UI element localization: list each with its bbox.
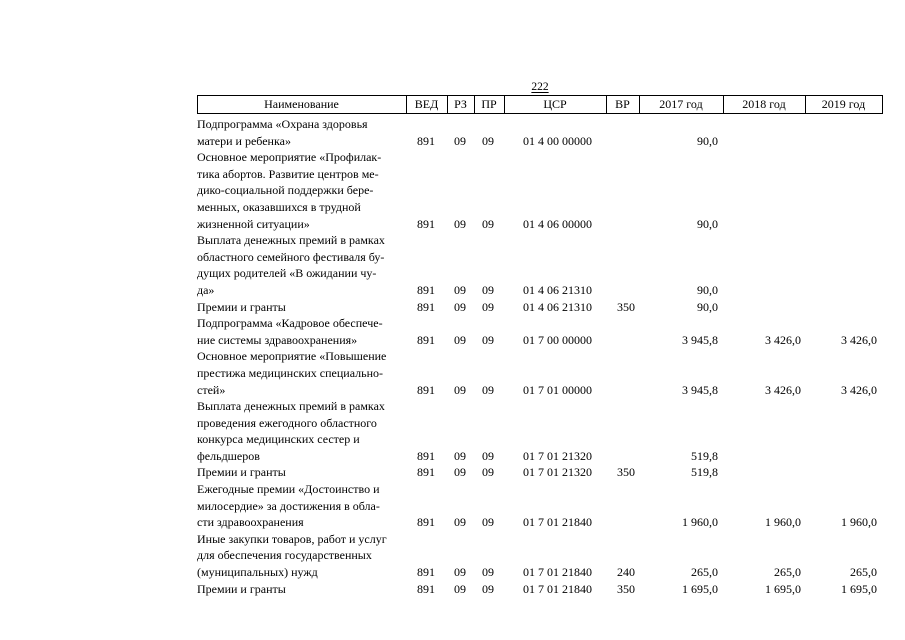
cell-pr: 09 xyxy=(482,216,494,231)
row-name-line: Иные закупки товаров, работ и услуг xyxy=(197,531,387,546)
cell-csr: 01 4 06 21310 xyxy=(523,299,592,314)
cell-csr: 01 7 01 21840 xyxy=(523,565,592,580)
cell-2018: 3 426,0 xyxy=(765,382,801,397)
row-name-line: Выплата денежных премий в рамках xyxy=(197,399,385,414)
cell-vr xyxy=(607,332,645,349)
cell-ved: 891 xyxy=(417,299,435,314)
cell-2017: 90,0 xyxy=(697,216,718,231)
cell-2019: 3 426,0 xyxy=(841,332,877,347)
cell-2018: 1 960,0 xyxy=(765,515,801,530)
cell-csr: 01 4 00 00000 xyxy=(523,133,592,148)
row-name-line: проведения ежегодного областного xyxy=(197,415,377,430)
cell-pr: 09 xyxy=(482,465,494,480)
cell-2018: 265,0 xyxy=(774,565,801,580)
cell-vr: 350 xyxy=(617,299,635,314)
row-name xyxy=(197,581,405,598)
cell-csr: 01 7 00 00000 xyxy=(523,332,592,347)
row-name-line: сти здравоохранения xyxy=(197,515,304,530)
cell-csr: 01 7 01 21320 xyxy=(523,448,592,463)
cell-csr: 01 7 01 00000 xyxy=(523,382,592,397)
cell-2018: 3 426,0 xyxy=(765,332,801,347)
header-vr: ВР xyxy=(615,97,630,111)
table-row xyxy=(197,531,883,581)
cell-rz: 09 xyxy=(454,133,466,148)
cell-2019: 1 960,0 xyxy=(841,515,877,530)
cell-rz: 09 xyxy=(454,448,466,463)
cell-2017: 265,0 xyxy=(691,565,718,580)
cell-ved: 891 xyxy=(417,581,435,596)
cell-vr xyxy=(607,382,645,399)
cell-2017: 1 695,0 xyxy=(682,581,718,596)
cell-rz: 09 xyxy=(454,515,466,530)
cell-csr: 01 4 06 21310 xyxy=(523,282,592,297)
row-name-line: матери и ребенка» xyxy=(197,133,291,148)
cell-ved: 891 xyxy=(417,282,435,297)
row-name xyxy=(197,464,405,481)
table-row xyxy=(197,348,883,398)
row-name xyxy=(197,116,405,149)
row-name xyxy=(197,232,405,298)
row-name-line: Ежегодные премии «Достоинство и xyxy=(197,482,380,497)
table-row xyxy=(197,481,883,531)
cell-vr xyxy=(607,514,645,531)
table-row xyxy=(197,149,883,232)
cell-2017: 90,0 xyxy=(697,133,718,148)
header-2017: 2017 год xyxy=(659,97,703,111)
cell-2019: 1 695,0 xyxy=(841,581,877,596)
cell-2017: 519,8 xyxy=(691,448,718,463)
header-2018: 2018 год xyxy=(742,97,786,111)
cell-pr: 09 xyxy=(482,332,494,347)
header-2019: 2019 год xyxy=(821,97,866,111)
row-name xyxy=(197,299,405,316)
cell-vr: 240 xyxy=(617,565,635,580)
row-name-line: областного семейного фестиваля бу- xyxy=(197,249,385,264)
cell-pr: 09 xyxy=(482,282,494,297)
row-name-line: стей» xyxy=(197,382,226,397)
row-name-line: Выплата денежных премий в рамках xyxy=(197,233,385,248)
row-name-line: жизненной ситуации» xyxy=(197,216,310,231)
row-name-line: да» xyxy=(197,282,215,297)
table-row xyxy=(197,315,883,348)
table-row xyxy=(197,116,883,149)
row-name xyxy=(197,348,405,398)
header-rz: РЗ xyxy=(454,97,467,111)
cell-rz: 09 xyxy=(454,382,466,397)
table-row xyxy=(197,398,883,464)
row-name-line: тика абортов. Развитие центров ме- xyxy=(197,166,379,181)
row-name-line: Премии и гранты xyxy=(197,299,286,314)
cell-ved: 891 xyxy=(417,465,435,480)
cell-vr xyxy=(607,216,645,233)
table-row xyxy=(197,299,883,316)
cell-pr: 09 xyxy=(482,382,494,397)
row-name xyxy=(197,149,405,232)
cell-vr: 350 xyxy=(617,465,635,480)
cell-2017: 3 945,8 xyxy=(682,382,718,397)
cell-2019: 265,0 xyxy=(850,565,877,580)
cell-ved: 891 xyxy=(417,565,435,580)
cell-rz: 09 xyxy=(454,282,466,297)
row-name-line: менных, оказавшихся в трудной xyxy=(197,199,361,214)
cell-rz: 09 xyxy=(454,299,466,314)
cell-2017: 519,8 xyxy=(691,465,718,480)
cell-pr: 09 xyxy=(482,133,494,148)
cell-2017: 90,0 xyxy=(697,299,718,314)
row-name-line: конкурса медицинских сестер и xyxy=(197,432,360,447)
cell-csr: 01 7 01 21840 xyxy=(523,581,592,596)
cell-pr: 09 xyxy=(482,581,494,596)
page-number: 222 xyxy=(531,81,549,93)
row-name xyxy=(197,315,405,348)
row-name-line: для обеспечения государственных xyxy=(197,548,372,563)
cell-vr: 350 xyxy=(617,581,635,596)
table-header xyxy=(197,95,883,114)
table-row xyxy=(197,232,883,298)
cell-ved: 891 xyxy=(417,515,435,530)
cell-vr xyxy=(607,133,645,150)
cell-2019: 3 426,0 xyxy=(841,382,877,397)
cell-rz: 09 xyxy=(454,332,466,347)
row-name-line: дико-социальной поддержки бере- xyxy=(197,183,374,198)
row-name-line: Основное мероприятие «Профилак- xyxy=(197,150,382,165)
row-name-line: Подпрограмма «Охрана здоровья xyxy=(197,117,368,131)
cell-pr: 09 xyxy=(482,448,494,463)
row-name-line: дущих родителей «В ожидании чу- xyxy=(197,266,377,281)
cell-2018: 1 695,0 xyxy=(765,581,801,596)
cell-pr: 09 xyxy=(482,299,494,314)
header-ved: ВЕД xyxy=(414,97,439,111)
row-name-line: Премии и гранты xyxy=(197,465,286,480)
row-name-line: ние системы здравоохранения» xyxy=(197,332,358,347)
row-name-line: фельдшеров xyxy=(197,448,260,463)
cell-ved: 891 xyxy=(417,133,435,148)
header-name: Наименование xyxy=(264,97,339,111)
cell-vr xyxy=(607,282,645,299)
cell-ved: 891 xyxy=(417,382,435,397)
header-pr: ПР xyxy=(481,97,497,111)
cell-ved: 891 xyxy=(417,332,435,347)
cell-2017: 3 945,8 xyxy=(682,332,718,347)
cell-rz: 09 xyxy=(454,565,466,580)
header-divider xyxy=(882,96,883,113)
row-name xyxy=(197,531,405,581)
cell-2017: 90,0 xyxy=(697,282,718,297)
cell-csr: 01 7 01 21320 xyxy=(523,465,592,480)
cell-pr: 09 xyxy=(482,565,494,580)
table-row xyxy=(197,464,883,481)
row-name xyxy=(197,481,405,531)
cell-csr: 01 7 01 21840 xyxy=(523,515,592,530)
row-name-line: Подпрограмма «Кадровое обеспече- xyxy=(197,316,383,331)
cell-vr xyxy=(607,448,645,465)
cell-rz: 09 xyxy=(454,465,466,480)
cell-pr: 09 xyxy=(482,515,494,530)
row-name-line: милосердие» за достижения в обла- xyxy=(197,498,380,513)
cell-csr: 01 4 06 00000 xyxy=(523,216,592,231)
row-name-line: престижа медицинских специально- xyxy=(197,365,384,380)
table-body xyxy=(197,116,883,597)
cell-rz: 09 xyxy=(454,581,466,596)
row-name-line: Премии и гранты xyxy=(197,581,286,596)
cell-2017: 1 960,0 xyxy=(682,515,718,530)
row-name-line: Основное мероприятие «Повышение xyxy=(197,349,387,364)
cell-ved: 891 xyxy=(417,216,435,231)
row-name-line: (муниципальных) нужд xyxy=(197,565,318,580)
cell-ved: 891 xyxy=(417,448,435,463)
table-row xyxy=(197,581,883,598)
row-name xyxy=(197,398,405,464)
header-csr: ЦСР xyxy=(543,97,567,111)
cell-rz: 09 xyxy=(454,216,466,231)
